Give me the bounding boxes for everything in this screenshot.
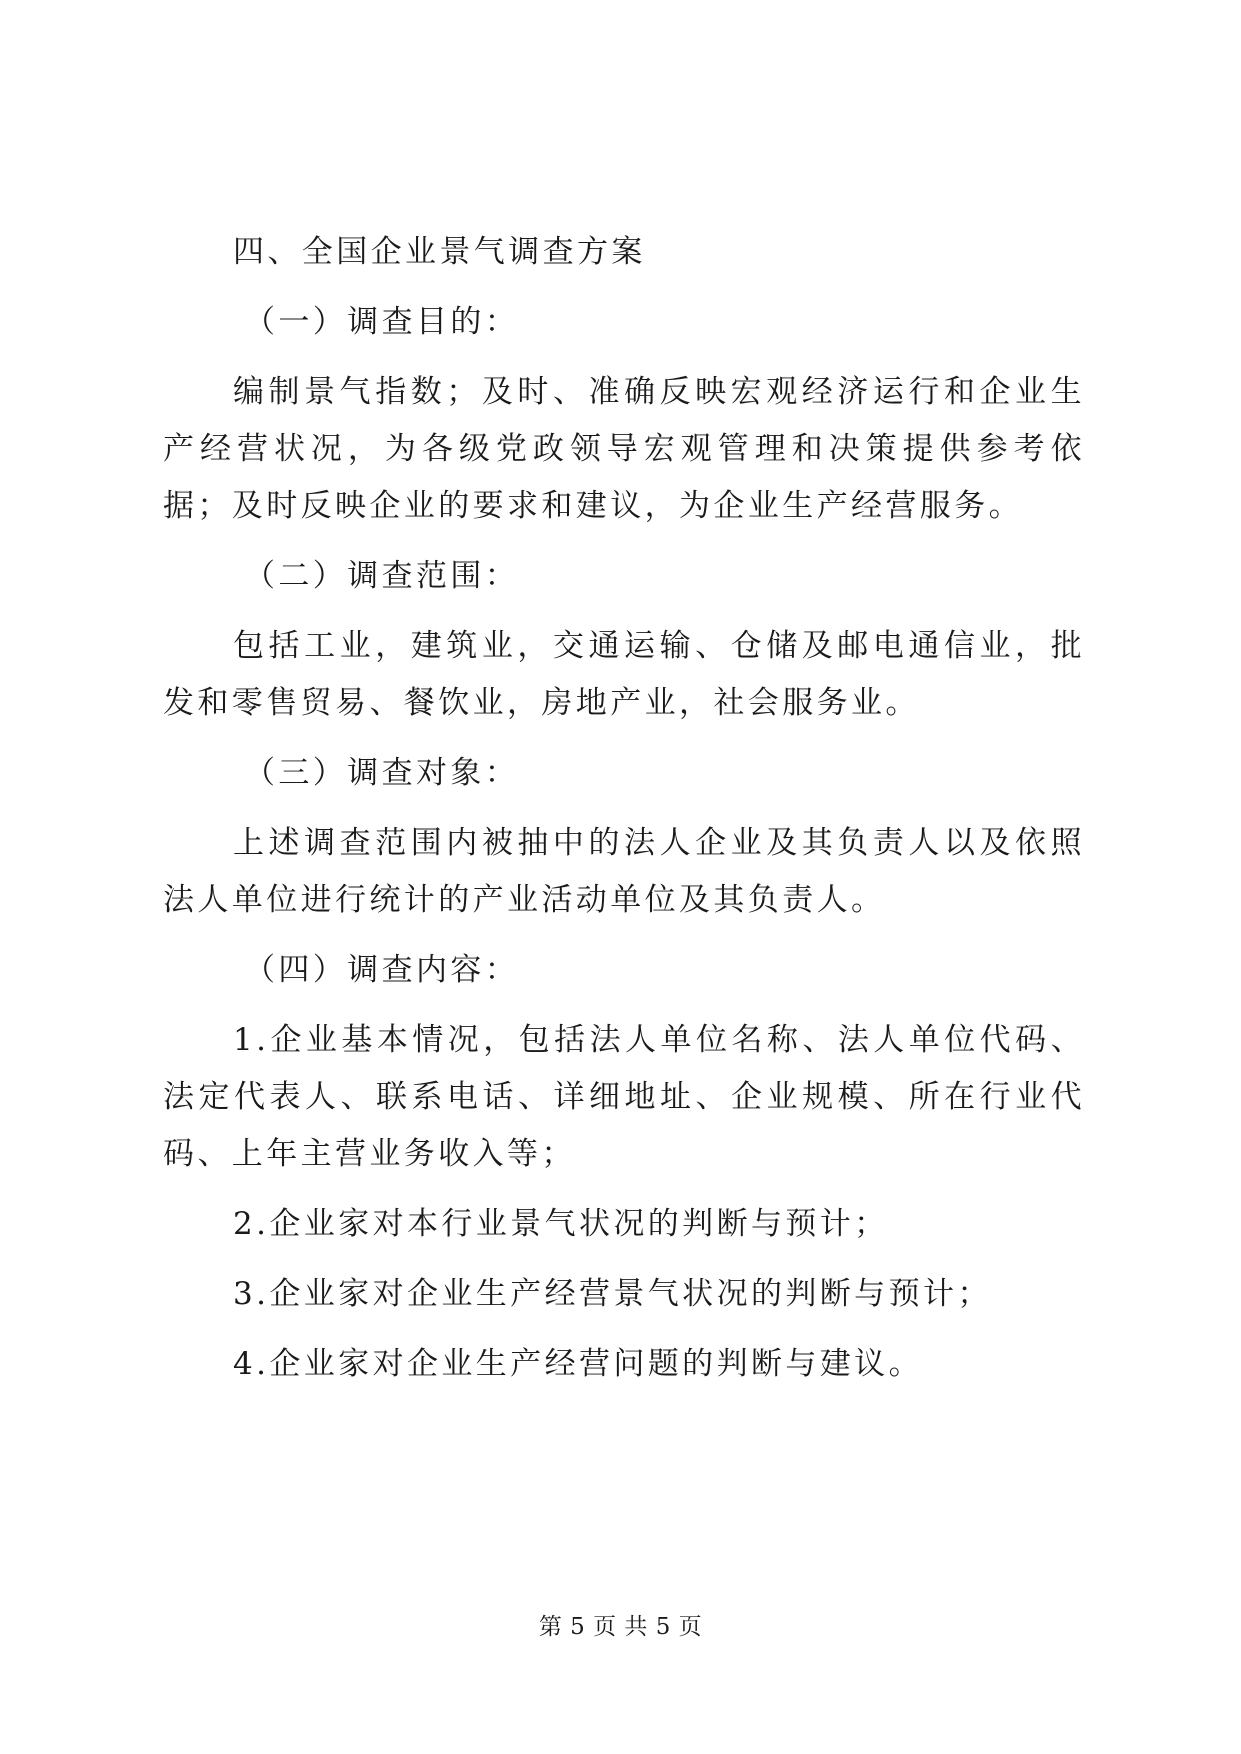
item-heading-purpose: （一）调查目的： bbox=[244, 304, 520, 340]
item-body-scope: 包括工业，建筑业，交通运输、仓储及邮电通信业，批发和零售贸易、餐饮业，房地产业，社会服务业。 bbox=[163, 628, 1085, 721]
content-list-item: 4.企业家对企业生产经营问题的判断与建议。 bbox=[233, 1346, 923, 1382]
item-body-subjects: 上述调查范围内被抽中的法人企业及其负责人以及依照法人单位进行统计的产业活动单位及其负责人。 bbox=[163, 825, 1085, 918]
page-number-footer: 第 5 页 共 5 页 bbox=[538, 1614, 703, 1640]
item-heading-subjects: （三）调查对象： bbox=[244, 755, 520, 791]
item-heading-scope: （二）调查范围： bbox=[244, 558, 520, 594]
content-list-item: 2.企业家对本行业景气状况的判断与预计； bbox=[233, 1206, 889, 1242]
document-body bbox=[163, 224, 1085, 1393]
item-body-purpose: 编制景气指数；及时、准确反映宏观经济运行和企业生产经营状况，为各级党政领导宏观管理和决策提供参考依据；及时反映企业的要求和建议，为企业生产经营服务。 bbox=[163, 374, 1085, 524]
content-list-item: 1.企业基本情况，包括法人单位名称、法人单位代码、法定代表人、联系电话、详细地址、企业规模、所在行业代码、上年主营业务收入等； bbox=[163, 1022, 1085, 1172]
content-list-item: 3.企业家对企业生产经营景气状况的判断与预计； bbox=[233, 1276, 992, 1312]
item-heading-content: （四）调查内容： bbox=[244, 952, 520, 988]
section-title: 四、全国企业景气调查方案 bbox=[233, 234, 646, 270]
